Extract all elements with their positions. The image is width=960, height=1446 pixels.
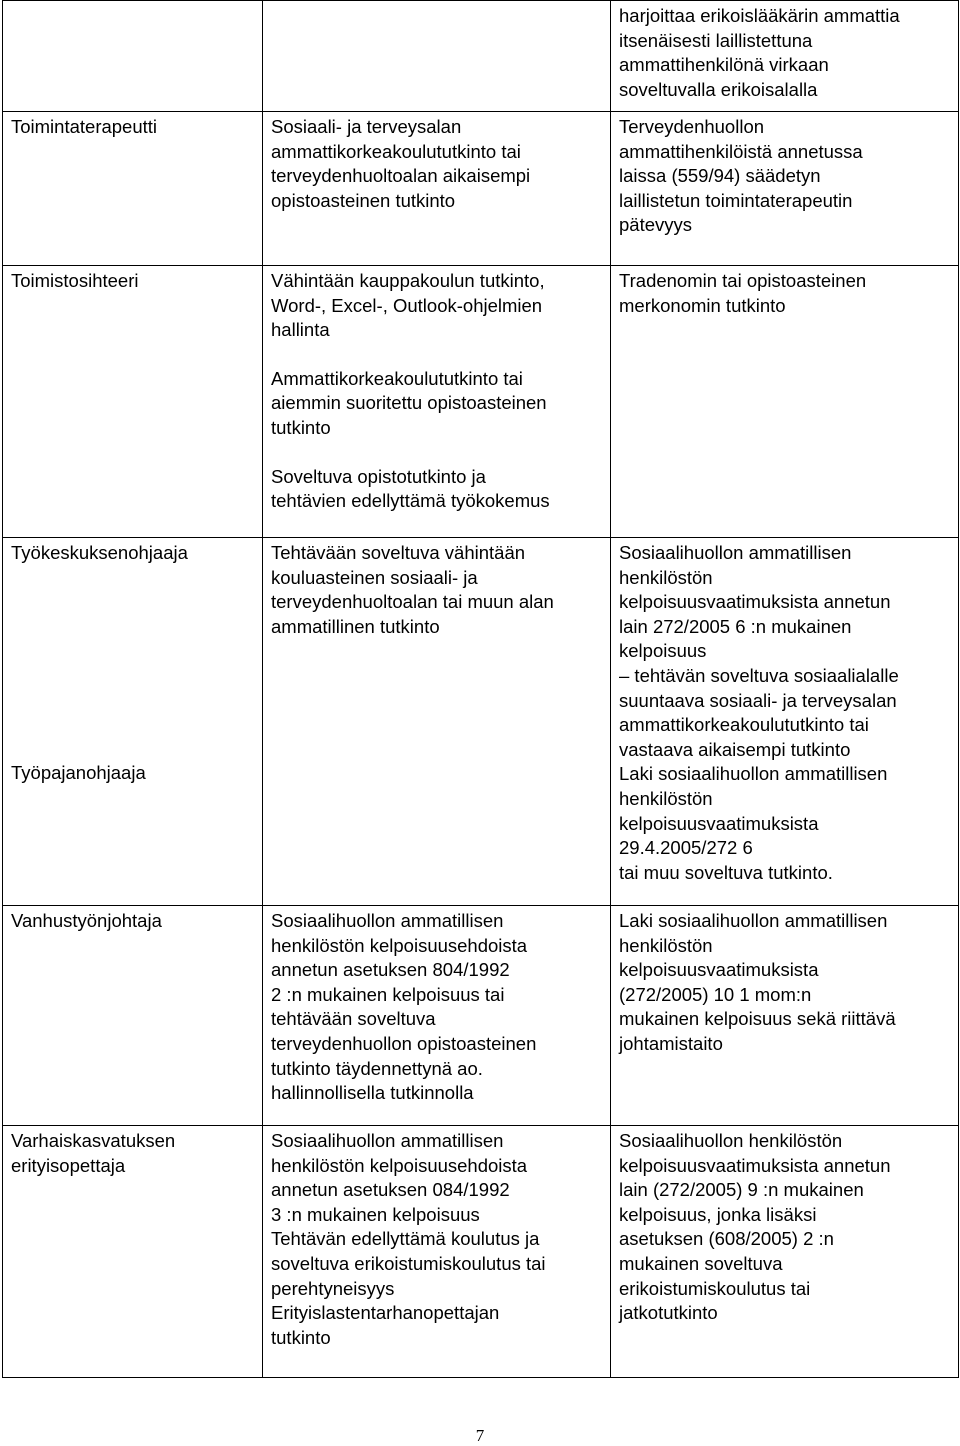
job-title: Toimistosihteeri bbox=[11, 270, 139, 291]
job-title-cell bbox=[3, 1, 263, 112]
qualification-table bbox=[2, 0, 959, 1378]
education-requirement-alt: Ammattikorkeakoulututkinto tai aiemmin suoritettu opistoasteinen tutkinto bbox=[271, 367, 547, 438]
qualification-cell bbox=[611, 112, 959, 266]
table-row bbox=[3, 112, 959, 266]
education-cell bbox=[263, 1, 611, 112]
table-row bbox=[3, 538, 959, 906]
job-title: Varhaiskasvatuksen erityisopettaja bbox=[11, 1130, 176, 1176]
education-requirement: Tehtävään soveltuva vähintään kouluasteinen sosiaali- ja terveydenhuoltoalan tai muun alan ammatillinen tutkinto bbox=[271, 542, 554, 637]
education-cell bbox=[263, 906, 611, 1126]
education-cell bbox=[263, 538, 611, 906]
education-requirement: Sosiaalihuollon ammatillisen henkilöstön kelpoisuusehdoista annetun asetuksen 084/1992 3 :n mukainen kelpoisuus Tehtävän edellyttämä koulutus ja soveltuva erikoistumiskoulutus tai perehtyneisyys Erityislastentarhanopettajan tutkinto bbox=[271, 1130, 546, 1348]
job-title: Toimintaterapeutti bbox=[11, 116, 158, 137]
job-title-cell bbox=[3, 266, 263, 538]
table-row bbox=[3, 266, 959, 538]
table-row bbox=[3, 1126, 959, 1378]
education-cell bbox=[263, 1126, 611, 1378]
job-title-cell bbox=[3, 906, 263, 1126]
job-title-secondary: Työpajanohjaaja bbox=[11, 762, 146, 783]
education-cell bbox=[263, 266, 611, 538]
education-requirement: Sosiaali- ja terveysalan ammattikorkeakoulututkinto tai terveydenhuoltoalan aikaisempi opistoasteinen tutkinto bbox=[271, 116, 531, 211]
job-title: Työkeskuksenohjaaja bbox=[11, 542, 188, 563]
qualification-requirement: Tradenomin tai opistoasteinen merkonomin tutkinto bbox=[619, 270, 867, 316]
job-title-cell bbox=[3, 112, 263, 266]
education-requirement: Sosiaalihuollon ammatillisen henkilöstön kelpoisuusehdoista annetun asetuksen 804/1992 2 :n mukainen kelpoisuus tai tehtävään soveltuva terveydenhuollon opistoasteinen tutkinto täydennettynä ao. hallinnollisella tutkinnolla bbox=[271, 910, 537, 1104]
page-number: 7 bbox=[475, 1426, 485, 1445]
qualification-requirement: Laki sosiaalihuollon ammatillisen henkilöstön kelpoisuusvaatimuksista (272/2005) 10 1 mom:n mukainen kelpoisuus sekä riittävä johtamistaito bbox=[619, 910, 896, 1054]
job-title: Vanhustyönjohtaja bbox=[11, 910, 162, 931]
qualification-cell bbox=[611, 1, 959, 112]
qualification-cell bbox=[611, 906, 959, 1126]
job-title-cell bbox=[3, 1126, 263, 1378]
qualification-requirement: Sosiaalihuollon henkilöstön kelpoisuusvaatimuksista annetun lain (272/2005) 9 :n mukainen kelpoisuus, jonka lisäksi asetuksen (608/2005) 2 :n mukainen soveltuva erikoistumiskoulutus tai jatkotutkinto bbox=[619, 1130, 891, 1324]
education-requirement: Vähintään kauppakoulun tutkinto, Word-, Excel-, Outlook-ohjelmien hallinta bbox=[271, 270, 545, 341]
education-requirement-alt: Soveltuva opistotutkinto ja tehtävien edellyttämä työkokemus bbox=[271, 465, 550, 512]
qualification-requirement-secondary: Laki sosiaalihuollon ammatillisen henkilöstön kelpoisuusvaatimuksista 29.4.2005/272 6 tai muu soveltuva tutkinto. bbox=[619, 763, 888, 883]
table-row bbox=[3, 1, 959, 112]
job-title-cell bbox=[3, 538, 263, 906]
education-cell bbox=[263, 112, 611, 266]
qualification-requirement: Terveydenhuollon ammattihenkilöistä annetussa laissa (559/94) säädetyn laillistetun toimintaterapeutin pätevyys bbox=[619, 116, 863, 236]
qualification-requirement: Sosiaalihuollon ammatillisen henkilöstön kelpoisuusvaatimuksista annetun lain 272/2005 6 :n mukainen kelpoisuus – tehtävän soveltuva sosiaalialalle suuntaava sosiaali- ja terveysalan ammattikorkeakoulututkinto tai vastaava aikaisempi tutkinto bbox=[619, 542, 899, 760]
qualification-cell bbox=[611, 266, 959, 538]
qualification-cell bbox=[611, 538, 959, 906]
qualification-cell bbox=[611, 1126, 959, 1378]
table-row bbox=[3, 906, 959, 1126]
qualification-requirement: harjoittaa erikoislääkärin ammattia itsenäisesti laillistettuna ammattihenkilönä virkaan soveltuvalla erikoisalalla bbox=[619, 5, 900, 100]
